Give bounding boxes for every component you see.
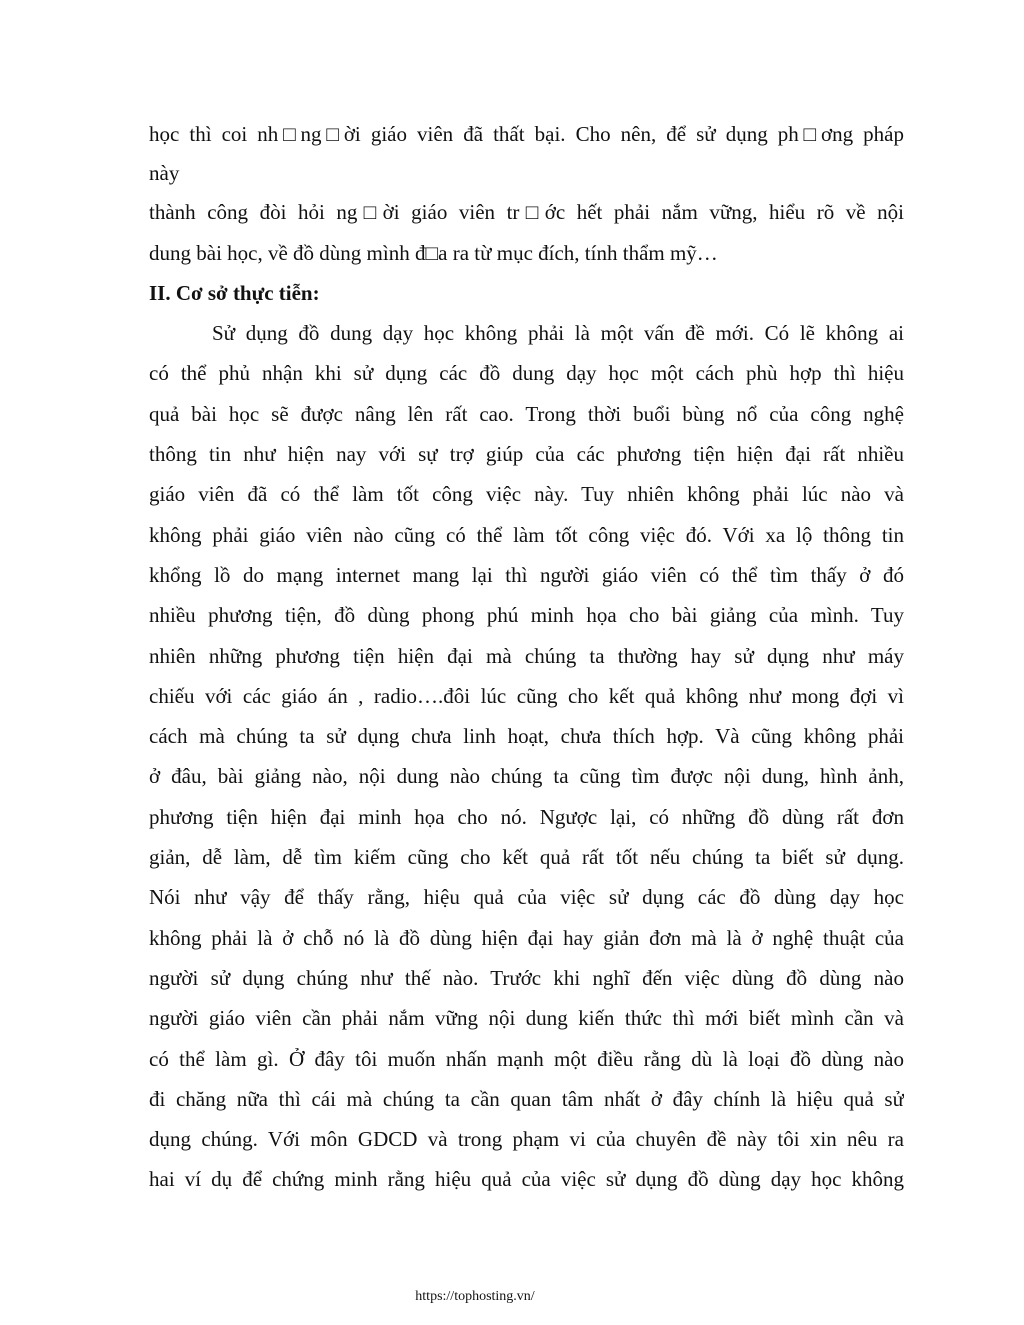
body-line-8: nhiều phương tiện, đồ dùng phong phú minh họa cho bài giảng của mình. Tuy — [149, 603, 904, 628]
body-line-6: không phải giáo viên nào cũng có thể làm tốt công việc đó. Với xa lộ thông tin — [149, 522, 904, 547]
section-heading: II. Cơ sở thực tiễn: — [149, 280, 320, 305]
body-line-2: có thể phủ nhận khi sử dụng các đồ dung dạy học một cách phù hợp thì hiệu — [149, 361, 904, 386]
body-line-15: Nói như vậy để thấy rằng, hiệu quả của việc sử dụng các đồ dùng dạy học — [149, 885, 904, 910]
body-line-10: chiếu với các giáo án , radio….đôi lúc cũng cho kết quả không như mong đợi vì — [149, 683, 904, 708]
body-line-16: không phải là ở chỗ nó là đồ dùng hiện đại hay giản đơn mà là ở nghệ thuật của — [149, 925, 904, 950]
page-text — [149, 114, 904, 1200]
body-line-5: giáo viên đã có thể làm tốt công việc này. Tuy nhiên không phải lúc nào và — [149, 482, 904, 507]
body-line-18: người giáo viên cần phải nắm vững nội dung kiến thức thì mới biết mình cần và — [149, 1006, 904, 1031]
body-line-13: phương tiện hiện đại minh họa cho nó. Ngược lại, có những đồ dùng rất đơn — [149, 804, 904, 829]
body-line-9: nhiên những phương tiện hiện đại mà chúng ta thường hay sử dụng như máy — [149, 643, 904, 668]
intro-line-1: học thì coi nh□ng□ời giáo viên đã thất bại. Cho nên, để sử dụng ph□ơng pháp — [149, 122, 904, 146]
body-line-4: thông tin như hiện nay với sự trợ giúp của các phương tiện hiện đại rất nhiều — [149, 442, 904, 467]
intro-line-3: thành công đòi hỏi ng□ời giáo viên tr□ớc hết phải nắm vững, hiểu rõ về nội — [149, 200, 904, 225]
intro-line-2: này — [149, 161, 180, 186]
body-line-7: khổng lồ do mạng internet mang lại thì người giáo viên có thể tìm thấy ở đó — [149, 562, 904, 587]
body-line-22: hai ví dụ để chứng minh rằng hiệu quả của việc sử dụng đồ dùng dạy học không — [149, 1167, 904, 1192]
body-line-12: ở đâu, bài giảng nào, nội dung nào chúng ta cũng tìm được nội dung, hình ảnh, — [149, 764, 904, 789]
body-line-1: Sử dụng đồ dung dạy học không phải là một vấn đề mới. Có lẽ không ai — [212, 321, 904, 346]
body-line-21: dụng chúng. Với môn GDCD và trong phạm vi của chuyên đề này tôi xin nêu ra — [149, 1127, 904, 1152]
footer-url[interactable]: https://tophosting.vn/ — [415, 1289, 535, 1304]
body-line-17: người sử dụng chúng như thế nào. Trước khi nghĩ đến việc dùng đồ dùng nào — [149, 965, 904, 990]
body-line-11: cách mà chúng ta sử dụng chưa linh hoạt, chưa thích hợp. Và cũng không phải — [149, 724, 904, 749]
body-line-20: đi chăng nữa thì cái mà chúng ta cần quan tâm nhất ở đây chính là hiệu quả sử — [149, 1086, 904, 1111]
intro-line-4: dung bài học, về đồ dùng mình đ□a ra từ mục đích, tính thẩm mỹ… — [149, 240, 718, 265]
body-line-3: quả bài học sẽ được nâng lên rất cao. Trong thời buổi bùng nổ của công nghệ — [149, 401, 904, 426]
body-line-14: giản, dễ làm, dễ tìm kiếm cũng cho kết quả rất tốt nếu chúng ta biết sử dụng. — [149, 845, 904, 870]
body-line-19: có thể làm gì. Ở đây tôi muốn nhấn mạnh một điều rằng dù là loại đồ dùng nào — [149, 1046, 904, 1071]
